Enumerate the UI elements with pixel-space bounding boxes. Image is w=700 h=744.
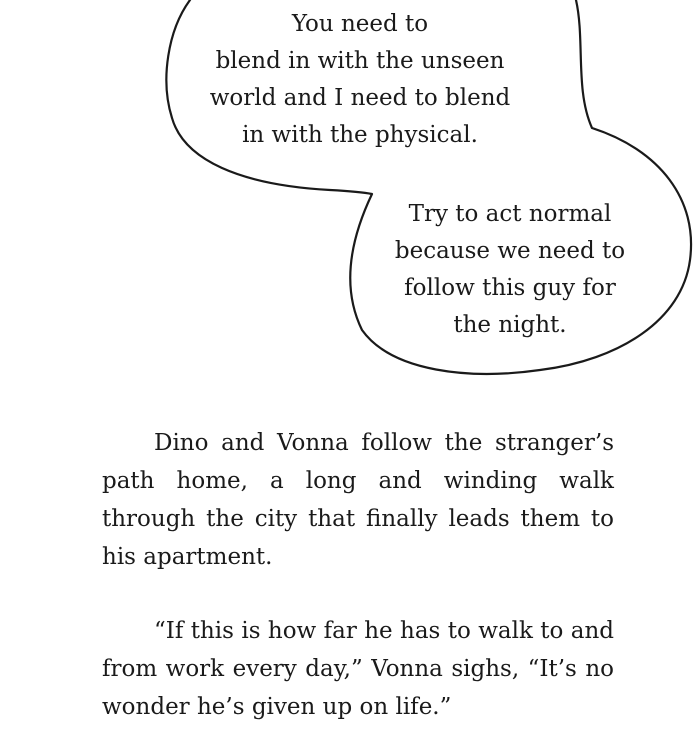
bubble-line: blend in with the unseen	[215, 48, 505, 74]
narration-text-2: “If this is how far he has to walk to and from work every day,” Vonna sighs, “It’s no wonder he’s given up on life.”	[102, 618, 614, 720]
bubble-line: the night.	[453, 312, 567, 338]
bubble-line: Try to act normal	[408, 201, 612, 227]
bubble-line: in with the physical.	[242, 122, 478, 148]
speech-bubble-1-text	[190, 6, 530, 154]
narration-paragraph-2	[102, 612, 614, 726]
bubble-line: You need to	[291, 11, 429, 37]
bubble-line: because we need to	[394, 238, 626, 264]
speech-bubble-2-text	[372, 196, 648, 344]
narration-paragraph-1	[102, 424, 614, 576]
narration-text-1: Dino and Vonna follow the stranger’s path home, a long and winding walk through the city that finally leads them to his apartment.	[102, 430, 614, 570]
bubble-line: follow this guy for	[404, 275, 616, 301]
bubble-line: world and I need to blend	[209, 85, 511, 111]
